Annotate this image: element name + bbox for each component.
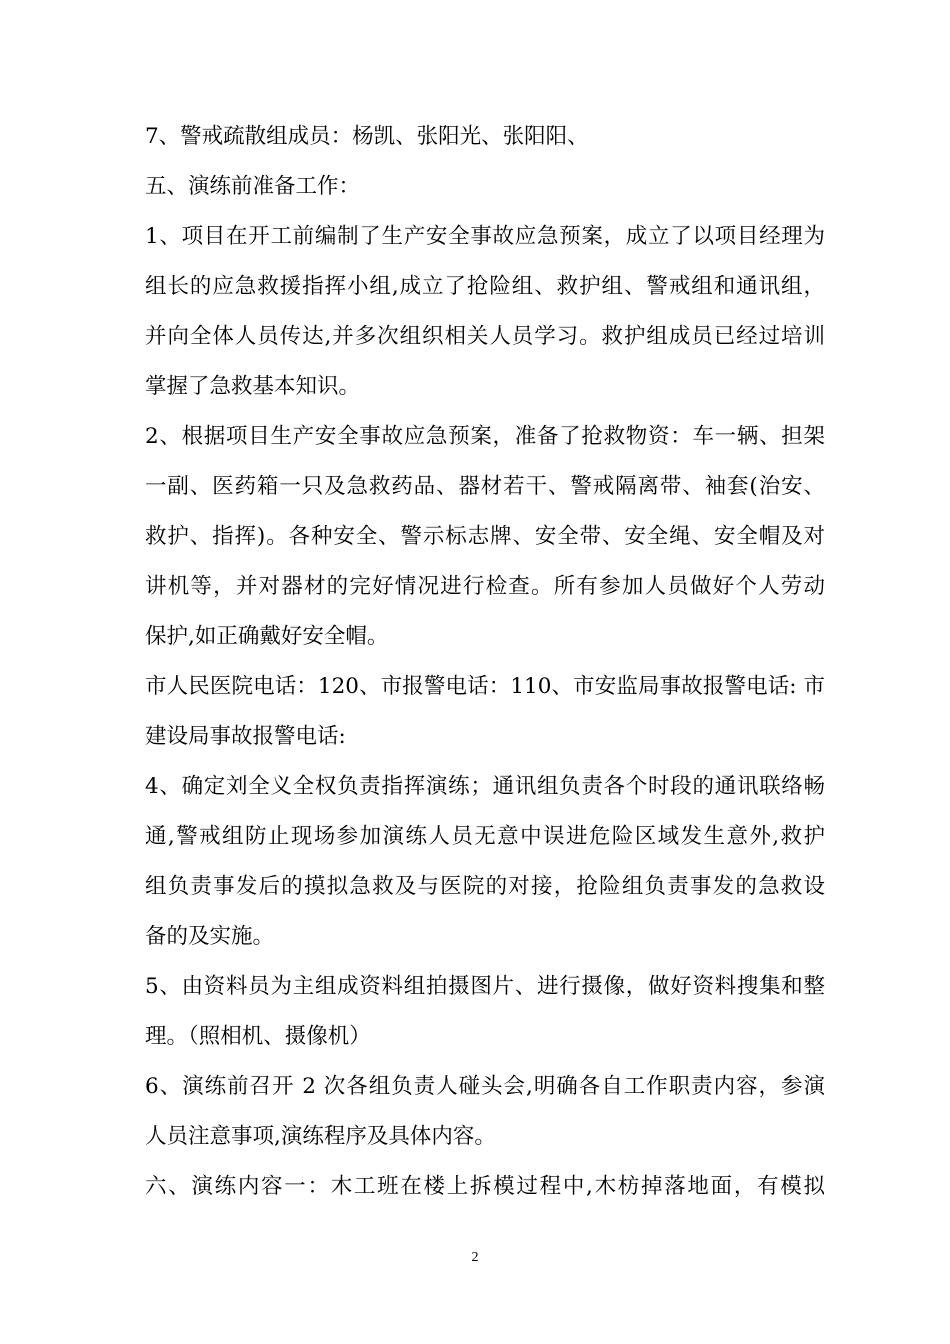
section-heading: 五、演练前准备工作： — [145, 174, 361, 199]
text-line: 掌握了急救基本知识。 — [145, 374, 361, 399]
text-line: 讲机等，并对器材的完好情况进行检查。所有参加人员做好个人劳动 — [145, 574, 825, 599]
text-line: 理。（照相机、摄像机） — [145, 1024, 371, 1049]
text-line: 市人民医院电话：120、市报警电话：110、市安监局事故报警电话: 市 — [145, 674, 825, 699]
text-line: 2、根据项目生产安全事故应急预案，准备了抢救物资：车一辆、担架 — [145, 424, 825, 449]
text-line: 人员注意事项,演练程序及具体内容。 — [145, 1124, 496, 1149]
text-line: 保护,如正确戴好安全帽。 — [145, 624, 389, 649]
text-line: 救护、指挥)。各种安全、警示标志牌、安全带、安全绳、安全帽及对 — [145, 524, 825, 549]
text-line: 备的及实施。 — [145, 924, 275, 949]
text-line: 一副、医药箱一只及急救药品、器材若干、警戒隔离带、袖套(治安、 — [145, 474, 825, 499]
text-line: 6、演练前召开 2 次各组负责人碰头会,明确各自工作职责内容，参演 — [145, 1074, 825, 1099]
text-line: 通,警戒组防止现场参加演练人员无意中误进危险区域发生意外,救护 — [145, 824, 825, 849]
text-line: 组负责事发后的摸拟急救及与医院的对接，抢险组负责事发的急救设 — [145, 874, 825, 899]
page-number: 2 — [471, 1250, 479, 1265]
text-line: 4、确定刘全义全权负责指挥演练；通讯组负责各个时段的通讯联络畅 — [145, 774, 825, 799]
text-line: 建设局事故报警电话: — [145, 724, 346, 749]
text-line: 7、警戒疏散组成员：杨凯、张阳光、张阳阳、 — [145, 124, 589, 149]
section-heading: 六、演练内容一：木工班在楼上拆模过程中,木枋掉落地面，有模拟 — [145, 1174, 825, 1199]
text-line: 1、项目在开工前编制了生产安全事故应急预案，成立了以项目经理为 — [145, 224, 825, 249]
text-line: 组长的应急救援指挥小组,成立了抢险组、救护组、警戒组和通讯组， — [145, 274, 825, 299]
text-line: 并向全体人员传达,并多次组织相关人员学习。救护组成员已经过培训 — [145, 324, 825, 349]
text-line: 5、由资料员为主组成资料组拍摄图片、进行摄像，做好资料搜集和整 — [145, 974, 825, 999]
